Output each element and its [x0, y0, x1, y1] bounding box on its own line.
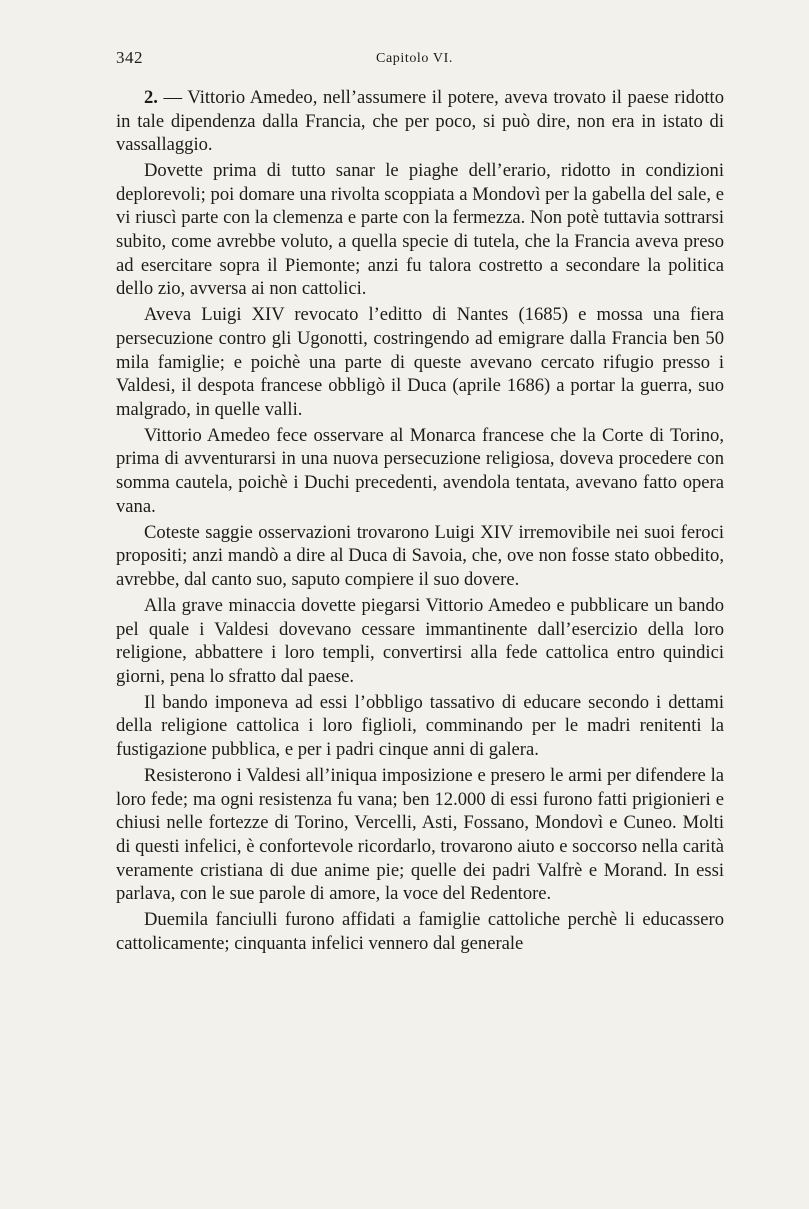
- running-head: [116, 48, 726, 72]
- page-number: 342: [116, 48, 143, 67]
- paragraph: Coteste saggie osservazioni trovarono Luigi XIV irremovibile nei suoi feroci propositi; anzi mandò a dire al Duca di Savoia, che, ove non fosse stato obbedito, avrebbe, dal canto suo, saputo compiere il suo dovere.: [116, 521, 724, 590]
- paragraph: Vittorio Amedeo fece osservare al Monarca francese che la Corte di Torino, prima di avventurarsi in una nuova persecuzione religiosa, doveva procedere con somma cautela, poichè i Duchi precedenti, avendola tentata, avevano fatto opera vana.: [116, 424, 724, 517]
- paragraph: Il bando imponeva ad essi l’obbligo tassativo di educare secondo i dettami della religione cattolica i loro figlioli, comminando per le madri renitenti la fustigazione pubblica, e per i padri cinque anni di galera.: [116, 691, 724, 761]
- paragraph: Dovette prima di tutto sanar le piaghe dell’erario, ridotto in condizioni deplorevoli; poi domare una rivolta scoppiata a Mondovì per la gabella del sale, e vi riuscì parte con la clemenza e parte con la fermezza. Non potè tuttavia sottrarsi subito, come avrebbe voluto, a quella specie di tutela, che la Francia aveva preso ad esercitare sopra il Piemonte; anzi fu talora costretto a secondare la politica dello zio, avversa ai non cattolici.: [116, 160, 724, 300]
- paragraph: Duemila fanciulli furono affidati a famiglie cattoliche perchè li educassero cattolicamente; cinquanta infelici vennero dal generale: [116, 909, 724, 954]
- body-text: [116, 86, 724, 958]
- chapter-title: Capitolo VI.: [376, 51, 453, 66]
- paragraph: Resisterono i Valdesi all’iniqua imposizione e presero le armi per difendere la loro fede; ma ogni resistenza fu vana; ben 12.000 di essi furono fatti prigionieri e chiusi nelle fortezze di Torino, Vercelli, Asti, Fossano, Mondovì e Cuneo. Molti di questi infelici, è confortevole ricordarlo, trovarono aiuto e soccorso nella carità veramente cristiana di due anime pie; quelle dei padri Valfrè e Morand. In essi parlava, con le sue parole di amore, la voce del Redentore.: [116, 765, 724, 905]
- paragraph: Alla grave minaccia dovette piegarsi Vittorio Amedeo e pubblicare un bando pel quale i Valdesi dovevano cessare immantinente dall’esercizio della loro religione, abbattere i loro templi, convertirsi alla fede cattolica entro quindici giorni, pena lo sfratto dal paese.: [116, 594, 724, 687]
- paragraph: Aveva Luigi XIV revocato l’editto di Nantes (1685) e mossa una fiera persecuzione contro gli Ugonotti, costringendo ad emigrare dalla Francia ben 50 mila famiglie; e poichè una parte di queste avevano cercato rifugio presso i Valdesi, il despota francese obbligò il Duca (aprile 1686) a portar la guerra, suo malgrado, in quelle valli.: [116, 304, 724, 420]
- paragraph: [116, 86, 724, 157]
- section-number: 2.: [144, 87, 158, 108]
- paragraph-text: — Vittorio Amedeo, nell’assumere il potere, aveva trovato il paese ridotto in tale dipendenza dalla Francia, che per poco, si può dire, non era in istato di vassallaggio.: [116, 87, 724, 156]
